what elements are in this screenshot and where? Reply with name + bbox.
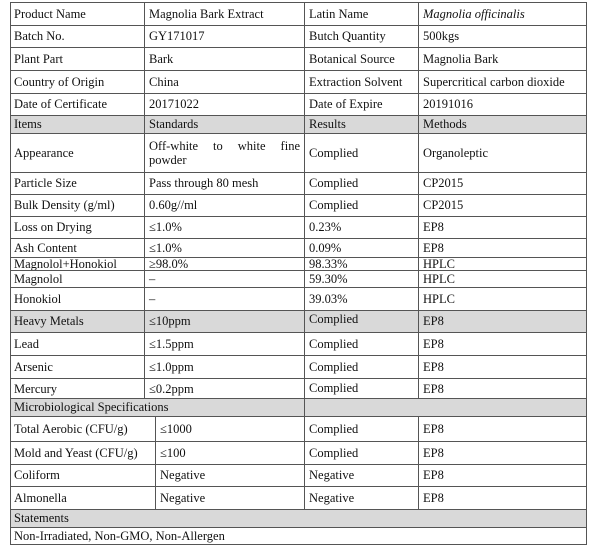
value-extraction-solvent: Supercritical carbon dioxide (418, 71, 587, 93)
value-product-name: Magnolia Bark Extract (144, 3, 304, 25)
value-latin-name: Magnolia officinalis (418, 3, 587, 25)
item-method: EP8 (418, 442, 587, 464)
table-row (10, 257, 587, 270)
item-name: Arsenic (14, 359, 53, 374)
item-name: Appearance (14, 145, 74, 160)
value-country-of-origin: China (144, 71, 304, 93)
item-method: HPLC (418, 288, 587, 310)
item-result: Negative (304, 465, 418, 486)
item-standard: ≤1.5ppm (144, 333, 304, 355)
item-result: 0.23% (304, 217, 418, 238)
label-date-of-expire: Date of Expire (304, 94, 418, 115)
statements-text: Non-Irradiated, Non-GMO, Non-Allergen (14, 529, 225, 543)
value-plant-part: Bark (144, 48, 304, 70)
table-row (10, 464, 587, 486)
item-result: Complied (304, 195, 418, 216)
label-batch-quantity: Butch Quantity (304, 26, 418, 47)
item-name: Almonella (14, 490, 67, 505)
item-name: Total Aerobic (CFU/g) (14, 421, 128, 436)
item-method: CP2015 (418, 195, 587, 216)
item-standard: ≥98.0% (144, 258, 304, 270)
header-row (10, 47, 587, 70)
item-method: HPLC (418, 271, 587, 287)
item-standard: ≤0.2ppm (144, 379, 304, 398)
item-result: Complied (304, 442, 418, 464)
item-name: Magnolol+Honokiol (14, 258, 117, 270)
label-botanical-source: Botanical Source (304, 48, 418, 70)
item-name: Loss on Drying (14, 220, 92, 234)
label-plant-part: Plant Part (14, 51, 63, 66)
item-standard: – (144, 288, 304, 310)
item-method: EP8 (418, 333, 587, 355)
value-batch-no: GY171017 (144, 26, 304, 47)
table-row (10, 133, 587, 172)
item-result: Complied (304, 173, 418, 194)
column-methods: Methods (418, 116, 587, 133)
column-items: Items (14, 117, 42, 131)
item-standard: Negative (155, 487, 304, 509)
header-row (10, 93, 587, 115)
item-standard: Negative (155, 465, 304, 486)
item-name: Coliform (14, 468, 60, 482)
item-standard: – (144, 271, 304, 287)
item-method: EP8 (418, 417, 587, 441)
header-row (10, 2, 587, 25)
item-name: Mercury (14, 382, 58, 396)
micro-title: Microbiological Specifications (14, 400, 169, 414)
table-row (10, 194, 587, 216)
table-row (10, 416, 587, 441)
item-name: Lead (14, 336, 39, 351)
section-header-micro (10, 398, 587, 416)
table-row (10, 355, 587, 378)
item-standard: ≤1.0% (144, 239, 304, 257)
label-country-of-origin: Country of Origin (14, 74, 105, 89)
value-date-of-certificate: 20171022 (144, 94, 304, 115)
item-method: EP8 (418, 356, 587, 378)
item-method: EP8 (418, 217, 587, 238)
header-row (10, 25, 587, 47)
label-date-of-certificate: Date of Certificate (14, 97, 108, 111)
micro-title-blank (304, 399, 587, 416)
item-name: Ash Content (14, 241, 77, 255)
item-name: Magnolol (14, 272, 63, 286)
item-result: 59.30% (304, 271, 418, 287)
label-batch-no: Batch No. (14, 29, 65, 43)
item-name: Mold and Yeast (CFU/g) (14, 445, 138, 460)
table-row (10, 486, 587, 509)
column-standards: Standards (144, 116, 304, 133)
table-row-heavy-metals (10, 310, 587, 332)
item-method: Organoleptic (418, 134, 587, 172)
item-standard: Pass through 80 mesh (144, 173, 304, 194)
value-date-of-expire: 20191016 (418, 94, 587, 115)
item-standard: ≤1.0ppm (144, 356, 304, 378)
table-row (10, 287, 587, 310)
item-method: CP2015 (418, 173, 587, 194)
item-method: EP8 (418, 311, 587, 332)
item-result: Complied (304, 356, 418, 378)
value-botanical-source: Magnolia Bark (418, 48, 587, 70)
table-row (10, 441, 587, 464)
item-name: Heavy Metals (14, 314, 84, 328)
section-header-statements (10, 509, 587, 527)
item-standard: ≤1000 (155, 417, 304, 441)
table-row (10, 378, 587, 398)
header-row (10, 70, 587, 93)
item-standard: 0.60g//ml (144, 195, 304, 216)
item-result: Complied (304, 311, 418, 332)
column-results: Results (304, 116, 418, 133)
item-result: 98.33% (304, 258, 418, 270)
column-header-row (10, 115, 587, 133)
certificate-of-analysis (10, 2, 587, 545)
item-result: Negative (304, 487, 418, 509)
item-result: 39.03% (304, 288, 418, 310)
table-row (10, 238, 587, 257)
table-row (10, 332, 587, 355)
item-standard: Off-white to white fine powder (144, 134, 304, 172)
item-name: Bulk Density (g/ml) (14, 198, 115, 212)
statements-title: Statements (14, 511, 69, 525)
item-standard: ≤100 (155, 442, 304, 464)
item-method: EP8 (418, 379, 587, 398)
item-result: Complied (304, 379, 418, 398)
item-method: EP8 (418, 465, 587, 486)
table-row (10, 216, 587, 238)
item-result: Complied (304, 134, 418, 172)
item-result: Complied (304, 333, 418, 355)
label-latin-name: Latin Name (304, 3, 418, 25)
label-extraction-solvent: Extraction Solvent (304, 71, 418, 93)
table-row (10, 270, 587, 287)
label-product-name: Product Name (14, 6, 86, 21)
statements-row (10, 527, 587, 545)
item-standard: ≤1.0% (144, 217, 304, 238)
item-result: Complied (304, 417, 418, 441)
table-row (10, 172, 587, 194)
item-name: Honokiol (14, 291, 62, 306)
item-result: 0.09% (304, 239, 418, 257)
value-batch-quantity: 500kgs (418, 26, 587, 47)
item-method: EP8 (418, 487, 587, 509)
item-method: HPLC (418, 258, 587, 270)
item-method: EP8 (418, 239, 587, 257)
item-name: Particle Size (14, 176, 77, 190)
item-standard: ≤10ppm (144, 311, 304, 332)
